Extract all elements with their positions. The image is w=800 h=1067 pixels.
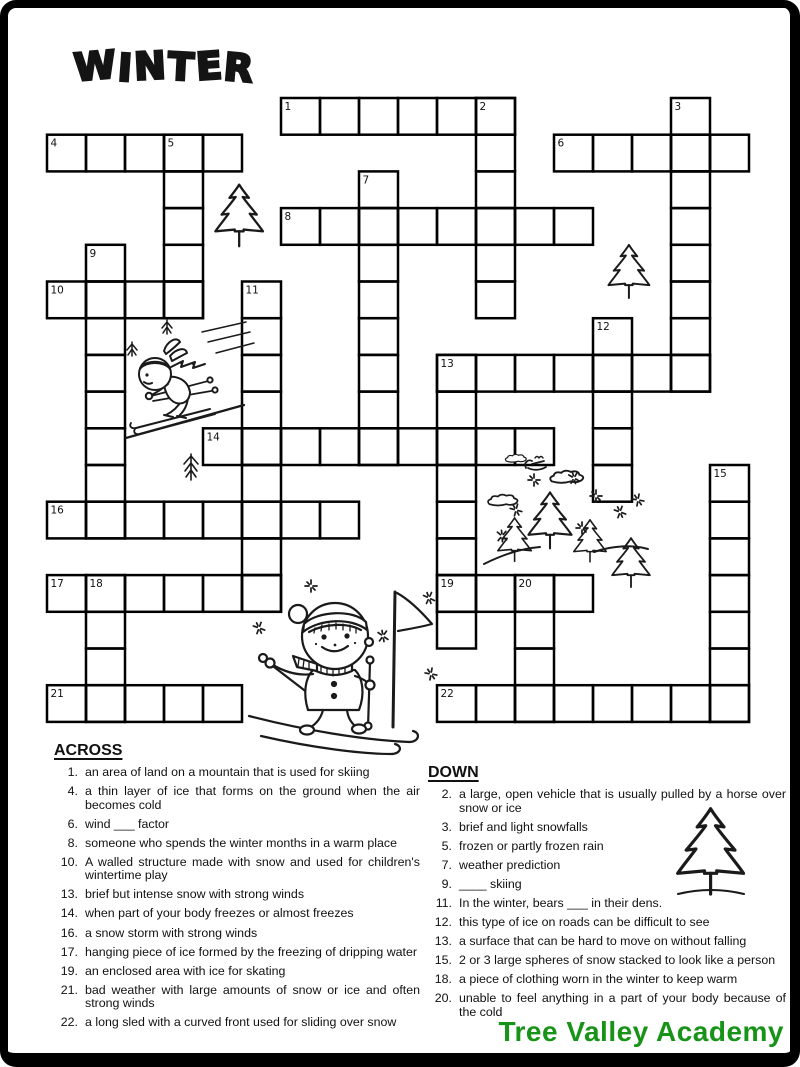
crossword-cell[interactable] — [86, 392, 125, 429]
clue-text: a thin layer of ice that forms on the ground when the air becomes cold — [85, 784, 420, 812]
skier-girl-icon — [122, 318, 258, 442]
clue-number: 5. — [441, 838, 452, 853]
crossword-cell[interactable] — [632, 135, 671, 172]
pine-tree-small-right-icon — [604, 241, 654, 303]
clue-number: 7. — [441, 857, 452, 872]
crossword-cell[interactable] — [476, 208, 515, 245]
cell-number: 10 — [50, 284, 64, 297]
crossword-cell[interactable] — [593, 355, 632, 392]
forest-snow-scene-icon — [478, 452, 673, 602]
cell-number: 15 — [713, 468, 727, 480]
clue-text: a large, open vehicle that is usually pulled by a horse over snow or ice — [459, 787, 786, 815]
clue-number: 11. — [435, 895, 452, 910]
title-letter: T — [166, 44, 197, 90]
clue-text: someone who spends the winter months in a warm place — [85, 835, 397, 850]
crossword-cell[interactable] — [86, 685, 125, 722]
across-header: ACROSS — [54, 742, 123, 759]
clue-number: 18. — [434, 971, 452, 986]
clue-text: weather prediction — [459, 857, 561, 872]
crossword-cell[interactable] — [359, 98, 398, 135]
crossword-cell[interactable] — [554, 685, 593, 722]
crossword-cell[interactable] — [320, 208, 359, 245]
across-clue-item — [54, 1016, 420, 1030]
crossword-cell[interactable] — [437, 428, 476, 465]
crossword-cell[interactable] — [593, 685, 632, 722]
cell-number: 8 — [284, 211, 292, 224]
title-letter: N — [132, 43, 170, 89]
crossword-cell[interactable] — [398, 208, 437, 245]
crossword-cell[interactable] — [125, 575, 164, 612]
clue-number: 20. — [434, 990, 452, 1005]
down-clue-item — [428, 859, 786, 873]
crossword-cell[interactable] — [554, 355, 593, 392]
across-clue-item — [54, 785, 420, 812]
title-letter: I — [116, 45, 136, 91]
across-clue-item — [54, 984, 420, 1011]
crossword-cell[interactable] — [203, 135, 242, 172]
across-clue-item — [54, 818, 420, 832]
sled-doodle — [525, 460, 546, 469]
down-clue-list — [428, 788, 786, 1019]
crossword-cell[interactable] — [359, 392, 398, 429]
clue-text: 2 or 3 large spheres of snow stacked to look like a person — [459, 952, 776, 967]
crossword-cell[interactable] — [125, 685, 164, 722]
crossword-cell[interactable] — [86, 612, 125, 649]
crossword-cell[interactable] — [86, 318, 125, 355]
crossword-cell[interactable] — [632, 355, 671, 392]
crossword-cell[interactable] — [437, 98, 476, 135]
crossword-cell[interactable] — [515, 649, 554, 686]
crossword-cell[interactable] — [320, 502, 359, 539]
crossword-cell[interactable] — [710, 575, 749, 612]
crossword-cell[interactable] — [203, 575, 242, 612]
title-letter: E — [194, 43, 226, 89]
clue-number: 10. — [60, 854, 78, 869]
crossword-cell[interactable] — [710, 502, 749, 539]
crossword-cell[interactable] — [359, 282, 398, 319]
across-clue-item — [54, 856, 420, 883]
clue-text: an area of land on a mountain that is used for skiing — [85, 765, 370, 779]
crossword-cell[interactable] — [671, 355, 710, 392]
across-clues-section — [54, 742, 420, 1035]
down-clues-section — [428, 764, 786, 1025]
crossword-cell[interactable] — [359, 245, 398, 282]
cell-number: 5 — [167, 137, 175, 150]
clue-number: 3. — [441, 819, 452, 834]
clue-number: 4. — [67, 784, 78, 799]
crossword-cell[interactable] — [515, 208, 554, 245]
across-clue-item — [54, 927, 420, 941]
crossword-cell[interactable] — [671, 685, 710, 722]
cell-number: 9 — [89, 247, 97, 260]
crossword-cell[interactable] — [671, 208, 710, 245]
clue-text: hanging piece of ice formed by the freezing of dripping water — [85, 944, 417, 959]
down-clue-item — [428, 897, 786, 911]
clue-text: unable to feel anything in a part of your body because of the cold — [459, 990, 786, 1019]
title-letter: W — [72, 42, 120, 90]
cell-number: 6 — [557, 137, 565, 150]
clue-text: brief but intense snow with strong winds — [85, 887, 305, 902]
clue-number: 22. — [60, 1015, 78, 1030]
crossword-cell[interactable] — [359, 318, 398, 355]
clue-number: 21. — [60, 982, 78, 997]
crossword-cell[interactable] — [593, 135, 632, 172]
crossword-cell[interactable] — [164, 685, 203, 722]
pine-sprig-icon — [178, 450, 204, 484]
brand-logo-text: Tree Valley Academy — [498, 1016, 784, 1047]
crossword-cell[interactable] — [593, 392, 632, 429]
crossword-cell[interactable] — [164, 575, 203, 612]
crossword-cell[interactable] — [476, 171, 515, 208]
clue-number: 16. — [60, 925, 78, 940]
crossword-cell[interactable] — [710, 538, 749, 575]
crossword-cell[interactable] — [164, 171, 203, 208]
cell-number: 11 — [245, 284, 259, 297]
cell-number: 3 — [674, 101, 682, 113]
clue-number: 17. — [60, 944, 78, 959]
clue-text: frozen or partly frozen rain — [459, 838, 604, 853]
crossword-cell[interactable] — [242, 465, 281, 502]
crossword-cell[interactable] — [281, 428, 320, 465]
crossword-cell[interactable] — [86, 502, 125, 539]
clue-text: bad weather with large amounts of snow or ice and often strong winds — [85, 982, 420, 1011]
crossword-cell[interactable] — [86, 355, 125, 392]
crossword-cell[interactable] — [86, 135, 125, 172]
clue-text: a piece of clothing worn in the winter to keep warm — [459, 971, 738, 986]
pine-tree-small-left-icon — [212, 182, 268, 251]
crossword-cell[interactable] — [437, 465, 476, 502]
crossword-cell[interactable] — [164, 208, 203, 245]
crossword-cell[interactable] — [476, 685, 515, 722]
down-clue-item — [428, 878, 786, 892]
clue-number: 14. — [60, 906, 78, 921]
down-clue-item — [428, 935, 786, 949]
crossword-cell[interactable] — [671, 282, 710, 319]
crossword-cell[interactable] — [86, 465, 125, 502]
cell-number: 22 — [440, 688, 454, 701]
crossword-cell[interactable] — [320, 428, 359, 465]
clue-number: 19. — [60, 963, 78, 978]
down-clue-item — [428, 954, 786, 968]
crossword-cell[interactable] — [437, 208, 476, 245]
down-clue-item — [428, 840, 786, 854]
crossword-cell[interactable] — [86, 282, 125, 319]
cell-number: 1 — [284, 101, 292, 113]
clue-number: 2. — [441, 787, 452, 801]
clue-text: when part of your body freezes or almost freezes — [85, 906, 354, 921]
crossword-cell[interactable] — [164, 282, 203, 319]
crossword-cell[interactable] — [671, 171, 710, 208]
clue-number: 13. — [434, 933, 452, 948]
crossword-cell[interactable] — [437, 502, 476, 539]
crossword-cell[interactable] — [359, 428, 398, 465]
crossword-cell[interactable] — [671, 135, 710, 172]
across-clue-item — [54, 837, 420, 851]
cell-number: 16 — [50, 504, 64, 517]
clue-number: 15. — [434, 952, 452, 967]
across-clue-item — [54, 766, 420, 780]
crossword-cell[interactable] — [515, 355, 554, 392]
crossword-cell[interactable] — [86, 428, 125, 465]
crossword-cell[interactable] — [476, 245, 515, 282]
clue-text: A walled structure made with snow and used for children's wintertime play — [85, 854, 420, 883]
crossword-cell[interactable] — [398, 428, 437, 465]
flag-pennant — [397, 593, 432, 631]
crossword-cell[interactable] — [359, 355, 398, 392]
clue-text: ____ skiing — [459, 876, 522, 891]
cell-number: 18 — [89, 578, 103, 591]
clue-text: wind ___ factor — [85, 816, 170, 831]
clue-number: 12. — [434, 914, 452, 929]
cell-number: 14 — [206, 431, 220, 444]
crossword-cell[interactable] — [671, 318, 710, 355]
clue-text: an enclosed area with ice for skating — [85, 963, 286, 978]
cell-number: 13 — [440, 357, 454, 370]
crossword-cell[interactable] — [203, 502, 242, 539]
cell-number: 17 — [50, 578, 64, 591]
clue-text: a long sled with a curved front used for sliding over snow — [85, 1015, 397, 1030]
down-clue-item — [428, 973, 786, 987]
crossword-cell[interactable] — [476, 135, 515, 172]
across-clue-item — [54, 965, 420, 979]
crossword-cell[interactable] — [710, 612, 749, 649]
crossword-cell[interactable] — [359, 208, 398, 245]
crossword-cell[interactable] — [671, 245, 710, 282]
clue-text: a snow storm with strong winds — [85, 925, 258, 940]
crossword-cell[interactable] — [476, 282, 515, 319]
crossword-cell[interactable] — [281, 502, 320, 539]
clue-number: 8. — [67, 835, 78, 850]
crossword-cell[interactable] — [515, 685, 554, 722]
across-clue-item — [54, 946, 420, 960]
crossword-cell[interactable] — [515, 612, 554, 649]
cell-number: 4 — [50, 137, 58, 150]
crossword-cell[interactable] — [125, 135, 164, 172]
clue-text: a surface that can be hard to move on without falling — [459, 933, 747, 948]
across-clue-item — [54, 888, 420, 902]
crossword-cell[interactable] — [710, 135, 749, 172]
cell-number: 12 — [596, 321, 610, 334]
crossword-cell[interactable] — [320, 98, 359, 135]
crossword-cell[interactable] — [554, 208, 593, 245]
down-clue-item — [428, 916, 786, 930]
crossword-cell[interactable] — [437, 392, 476, 429]
clue-number: 6. — [67, 816, 78, 831]
crossword-cell[interactable] — [398, 98, 437, 135]
crossword-cell[interactable] — [164, 245, 203, 282]
clue-number: 1. — [67, 765, 78, 779]
clue-number: 9. — [441, 876, 452, 891]
clue-text: brief and light snowfalls — [459, 819, 588, 834]
cell-number: 7 — [362, 174, 370, 187]
flag-pole — [393, 592, 395, 727]
boy-skier-with-flag-icon — [243, 570, 443, 760]
crossword-cell[interactable] — [86, 649, 125, 686]
down-clue-item — [428, 788, 786, 815]
crossword-cell[interactable] — [125, 282, 164, 319]
across-clue-list — [54, 766, 420, 1030]
cell-number: 2 — [479, 101, 487, 113]
clue-number: 13. — [60, 887, 78, 902]
crossword-cell[interactable] — [164, 502, 203, 539]
cell-number: 20 — [518, 578, 532, 591]
down-clue-item — [428, 821, 786, 835]
speed-lines — [202, 322, 254, 353]
crossword-cell[interactable] — [632, 685, 671, 722]
crossword-cell[interactable] — [476, 355, 515, 392]
across-clue-item — [54, 907, 420, 921]
cell-number: 19 — [440, 578, 454, 591]
down-header: DOWN — [428, 764, 479, 781]
clue-text: this type of ice on roads can be difficult to see — [459, 914, 710, 929]
crossword-cell[interactable] — [710, 685, 749, 722]
crossword-cell[interactable] — [242, 502, 281, 539]
crossword-cell[interactable] — [203, 685, 242, 722]
crossword-cell[interactable] — [710, 649, 749, 686]
title-letter: R — [221, 44, 257, 92]
cell-number: 21 — [50, 688, 64, 701]
crossword-cell[interactable] — [125, 502, 164, 539]
clue-text: In the winter, bears ___ in their dens. — [459, 895, 663, 910]
